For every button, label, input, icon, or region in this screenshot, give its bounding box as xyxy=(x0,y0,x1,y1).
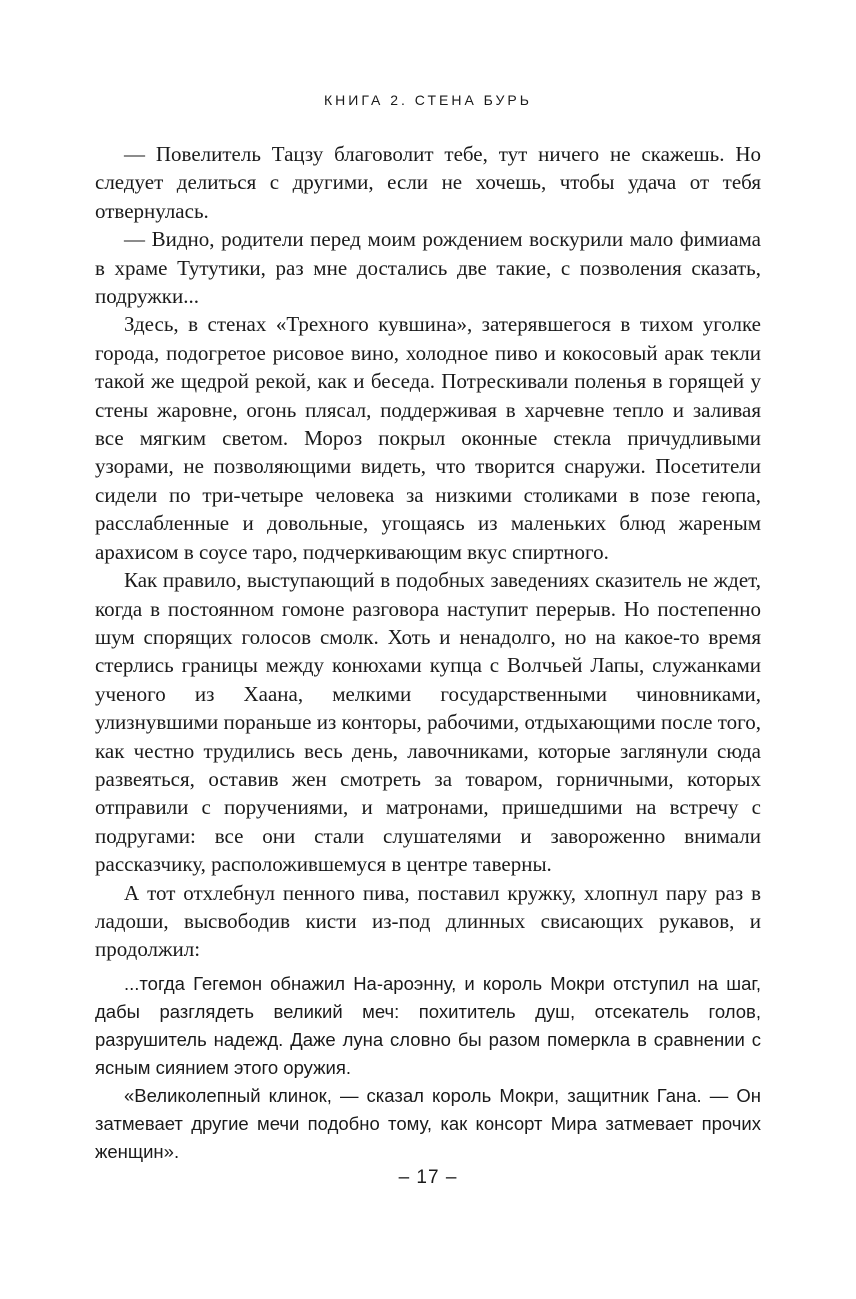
book-page xyxy=(95,0,761,1299)
tale-paragraph: «Великолепный клинок, — сказал король Мокри, защитник Гана. — Он затмевает другие мечи подобно тому, как консорт Мира затмевает прочих женщин». xyxy=(95,1085,761,1162)
tale-paragraph: ...тогда Гегемон обнажил На-ароэнну, и король Мокри отступил на шаг, дабы разглядеть великий меч: похититель душ, отсекатель голов, разрушитель надежд. Даже луна словно бы разом померкла в сравнении с ясным сиянием этого оружия. xyxy=(95,973,761,1078)
paragraph: Как правило, выступающий в подобных заведениях сказитель не ждет, когда в постоянном гомоне разговора наступит перерыв. Но постепенно шум спорящих голосов смолк. Хоть и ненадолго, но на какое-то время стерлись границы между конюхами купца с Волчьей Лапы, служанками ученого из Хаана, мелкими государственными чиновниками, улизнувшими пораньше из конторы, рабочими, отдыхающими после того, как честно трудились весь день, лавочниками, которые заглянули сюда развеяться, оставив жен смотреть за товаром, горничными, которых отправили с поручениями, и матронами, пришедшими на встречу с подругами: все они стали слушателями и завороженно внимали рассказчику, расположившемуся в центре таверны. xyxy=(95,568,761,877)
paragraph: — Видно, родители перед моим рождением воскурили мало фимиама в храме Тутутики, раз мне достались две такие, с позволения сказать, подружки... xyxy=(95,227,761,309)
paragraph: — Повелитель Тацзу благоволит тебе, тут ничего не скажешь. Но следует делиться с другими, если не хочешь, чтобы удача от тебя отвернулась. xyxy=(95,142,761,223)
body-text xyxy=(95,140,761,964)
running-title: КНИГА 2. СТЕНА БУРЬ xyxy=(324,92,532,108)
tale-excerpt xyxy=(95,970,761,1166)
paragraph: Здесь, в стенах «Трехного кувшина», затерявшегося в тихом уголке города, подогретое рисовое вино, холодное пиво и кокосовый арак текли такой же щедрой рекой, как и беседа. Потрескивали поленья в горящей у стены жаровне, огонь плясал, поддерживая в харчевне тепло и заливая все мягким светом. Мороз покрыл оконные стекла причудливыми узорами, не позволяющими видеть, что творится снаружи. Посетители сидели по три-четыре человека за низкими столиками в позе геюпа, расслабленные и довольные, угощаясь из маленьких блюд жареным арахисом в соусе таро, подчеркивающим вкус спиртного. xyxy=(95,312,761,564)
paragraph: А тот отхлебнул пенного пива, поставил кружку, хлопнул пару раз в ладоши, высвободив кисти из-под длинных свисающих рукавов, и продолжил: xyxy=(95,880,761,962)
page-number: – 17 – xyxy=(398,1167,458,1188)
